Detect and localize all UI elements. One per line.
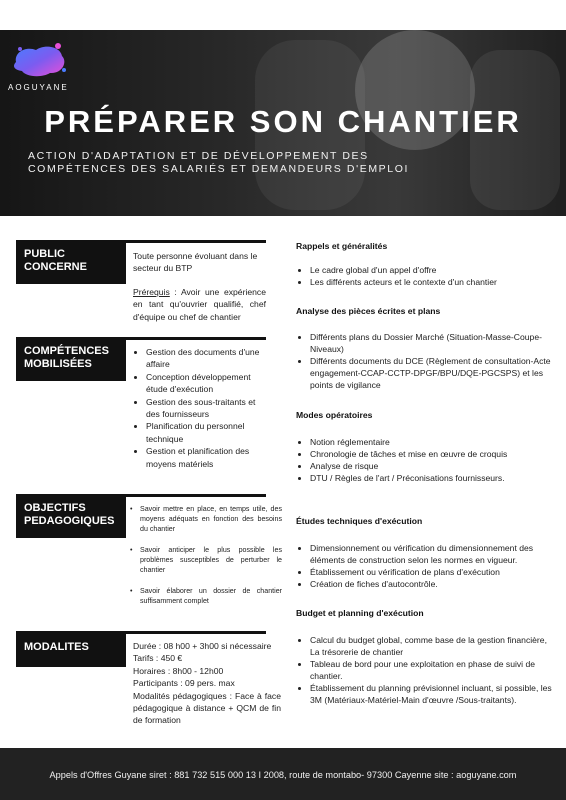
list-item: • Gestion des documents d'une affaire [146,346,270,371]
list-item: • Calcul du budget global, comme base de la gestion financière, La trésorerie de chantier [310,634,552,658]
list-item: • DTU / Règles de l'art / Préconisations fournisseurs. [310,472,552,484]
list-item: • Création de fiches d'autocontrôle. [310,578,552,590]
list-item: • Établissement ou vérification de plans d'exécution [310,566,552,578]
list-item: • Les différents acteurs et le contexte d'un chantier [310,276,552,288]
modalites-text: Durée : 08 h00 + 3h00 si nécessaire Tarifs : 450 € Horaires : 8h00 - 12h00 Participants : 09 pers. max Modalités pédagogiques : Face à face pédagogique à distance + QCM de fin de formation [133,641,281,726]
label-objectifs-pedagogiques: OBJECTIFS PEDAGOGIQUES [16,494,126,538]
list-item: • Savoir mettre en place, en temps utile, des moyens adéquats en fonction des besoins du chantier [132,504,282,534]
list-item: • Établissement du planning prévisionnel incluant, si possible, les 3M (Matériaux-Matériel-Main d'œuvre /Sous-traitants). [310,682,552,706]
list-item: • Conception développement étude d'exécution [146,371,270,396]
list-item: • Savoir anticiper le plus possible les problèmes susceptibles de perturber le chantier [132,545,282,575]
section-rule [126,631,266,634]
list-item: • Chronologie de tâches et mise en œuvre de croquis [310,448,552,460]
public-text: Toute personne évoluant dans le secteur du BTP Prérequis : Avoir une expérience en tant qu'ouvrier qualifié, chef d'équipe ou chef de chantier [133,251,266,322]
list-item: • Notion réglementaire [310,436,552,448]
section-rule [126,494,266,497]
section-list [296,264,552,288]
label-modalites: MODALITES [16,631,126,667]
list-item: • Gestion et planification des moyens matériels [146,445,270,470]
prereq-text: : Avoir une expérience en tant qu'ouvrier qualifié, chef d'équipe ou chef de chantier [133,286,266,322]
list-item: • Dimensionnement ou vérification du dimensionnement des éléments de construction selon les normes en vigueur. [310,542,552,566]
page-title: PRÉPARER SON CHANTIER [44,104,522,139]
section-rule [126,337,266,340]
section-list [296,542,552,590]
section-title: Études techniques d'exécution [296,516,423,526]
section-list [296,331,552,391]
list-item: • Le cadre global d'un appel d'offre [310,264,552,276]
section-title: Analyse des pièces écrites et plans [296,306,441,316]
list-item: • Tableau de bord pour une exploitation en phase de suivi de chantier. [310,658,552,682]
label-public-concerne: PUBLIC CONCERNE [16,240,126,284]
section-title: Modes opératoires [296,410,373,420]
section-list [296,436,552,484]
splash-logo-icon [10,40,68,80]
list-item: • Savoir élaborer un dossier de chantier suffisamment complet [132,586,282,606]
objectifs-list [132,504,282,617]
list-item: • Analyse de risque [310,460,552,472]
prereq-label: Prérequis [133,286,170,297]
list-item: • Différents plans du Dossier Marché (Situation-Masse-Coupe-Niveaux) [310,331,552,355]
list-item: • Planification du personnel technique [146,420,270,445]
footer-text: Appels d'Offres Guyane siret : 881 732 515 000 13 I 2008, route de montabo- 97300 Cayenne site : aoguyane.com [49,770,517,780]
brand-name: AOGUYANE [8,83,69,92]
section-rule [126,240,266,243]
page-subtitle: ACTION D'ADAPTATION ET DE DÉVELOPPEMENT DES COMPÉTENCES DES SALARIÉS ET DEMANDEURS D'EMPLOI [28,150,409,175]
label-competences-mobilisees: COMPÉTENCES MOBILISÉES [16,337,126,381]
list-item: • Gestion des sous-traitants et des fournisseurs [146,396,270,421]
section-title: Budget et planning d'exécution [296,608,424,618]
competences-list [132,346,270,470]
section-title: Rappels et généralités [296,241,388,251]
list-item: • Différents documents du DCE (Règlement de consultation-Acte engagement-CCAP-CCTP-DPGF/BPU/DQE-PGCSPS) et les points de vigilance [310,355,552,391]
section-list [296,634,552,706]
